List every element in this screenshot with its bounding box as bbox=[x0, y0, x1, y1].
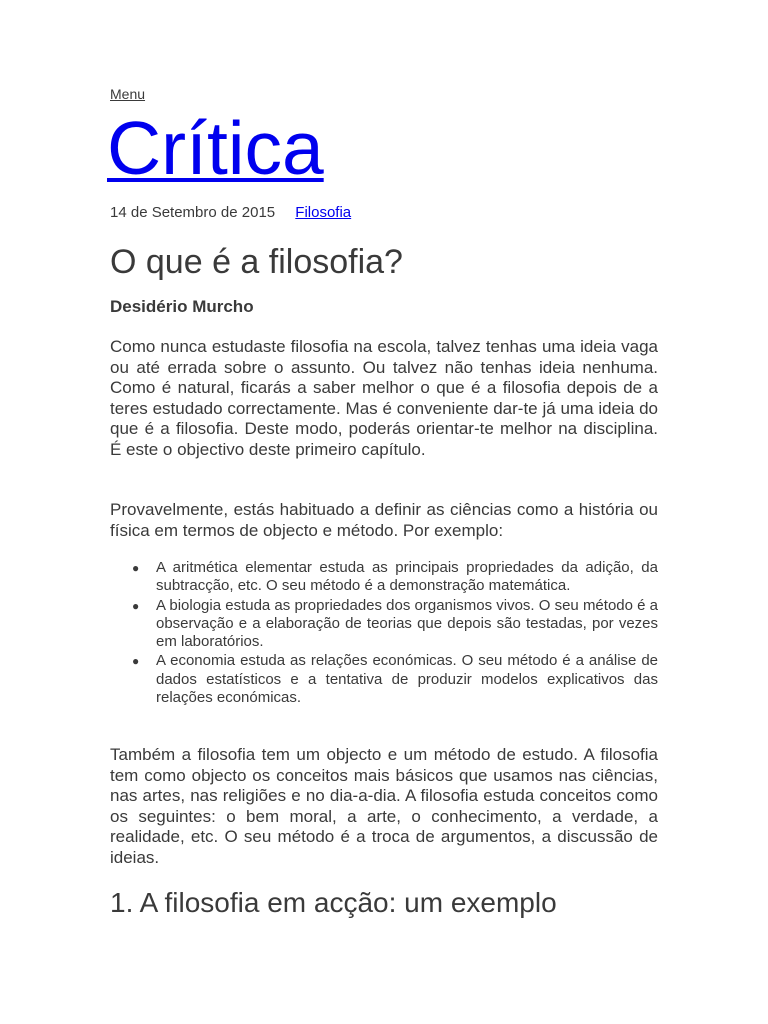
site-title bbox=[107, 104, 324, 192]
menu-toggle bbox=[110, 86, 145, 102]
list-item bbox=[132, 596, 658, 652]
bullet-icon: ● bbox=[132, 598, 140, 613]
paragraph-sciences: Provavelmente, estás habituado a definir as ciências como a história ou física em termos de objecto e método. Por exemplo: bbox=[110, 500, 658, 540]
category-link[interactable]: Filosofia bbox=[295, 204, 352, 221]
post-author: Desidério Murcho bbox=[110, 297, 254, 316]
post-title: O que é a filosofia? bbox=[110, 243, 403, 281]
paragraph-philosophy: Também a filosofia tem um objecto e um método de estudo. A filosofia tem como objecto os conceitos mais básicos que usamos nas ciências, nas artes, nas religiões e no dia-a-dia. A filosofia estuda conceitos como os seguintes: o bem moral, a arte, o conhecimento, a verdade, a realidade, etc. O seu método é a troca de argumentos, a discussão de ideias. bbox=[110, 745, 658, 867]
list-item-text: A economia estuda as relações económicas. O seu método é a análise de dados estatísticos e a tentativa de produzir modelos explicativos das relações económicas. bbox=[156, 652, 658, 707]
post-date: 14 de Setembro de 2015 bbox=[110, 204, 276, 221]
post-meta bbox=[110, 204, 351, 221]
paragraph-intro: Como nunca estudaste filosofia na escola, talvez tenhas uma ideia vaga ou até errada sobre o assunto. Ou talvez não tenhas ideia nenhuma. Como é natural, ficarás a saber melhor o que é a filosofia depois de a teres estudado correctamente. Mas é conveniente dar-te já uma ideia do que é a filosofia. Deste modo, poderás orientar-te melhor na disciplina. É este o objectivo deste primeiro capítulo. bbox=[110, 337, 658, 459]
menu-link[interactable]: Menu bbox=[110, 86, 146, 102]
list-item-text: A aritmética elementar estuda as principais propriedades da adição, da subtracção, etc. O seu método é a demonstração matemática. bbox=[156, 559, 658, 595]
site-title-link[interactable]: Crítica bbox=[107, 106, 324, 190]
examples-list bbox=[132, 559, 658, 708]
list-item-text: A biologia estuda as propriedades dos organismos vivos. O seu método é a observação e a elaboração de teorias que depois são testadas, por vezes em laboratórios. bbox=[156, 596, 658, 651]
bullet-icon: ● bbox=[132, 654, 140, 669]
list-item bbox=[132, 559, 658, 596]
bullet-icon: ● bbox=[132, 561, 140, 575]
section-heading: 1. A filosofia em acção: um exemplo bbox=[110, 887, 557, 918]
list-item bbox=[132, 652, 658, 707]
